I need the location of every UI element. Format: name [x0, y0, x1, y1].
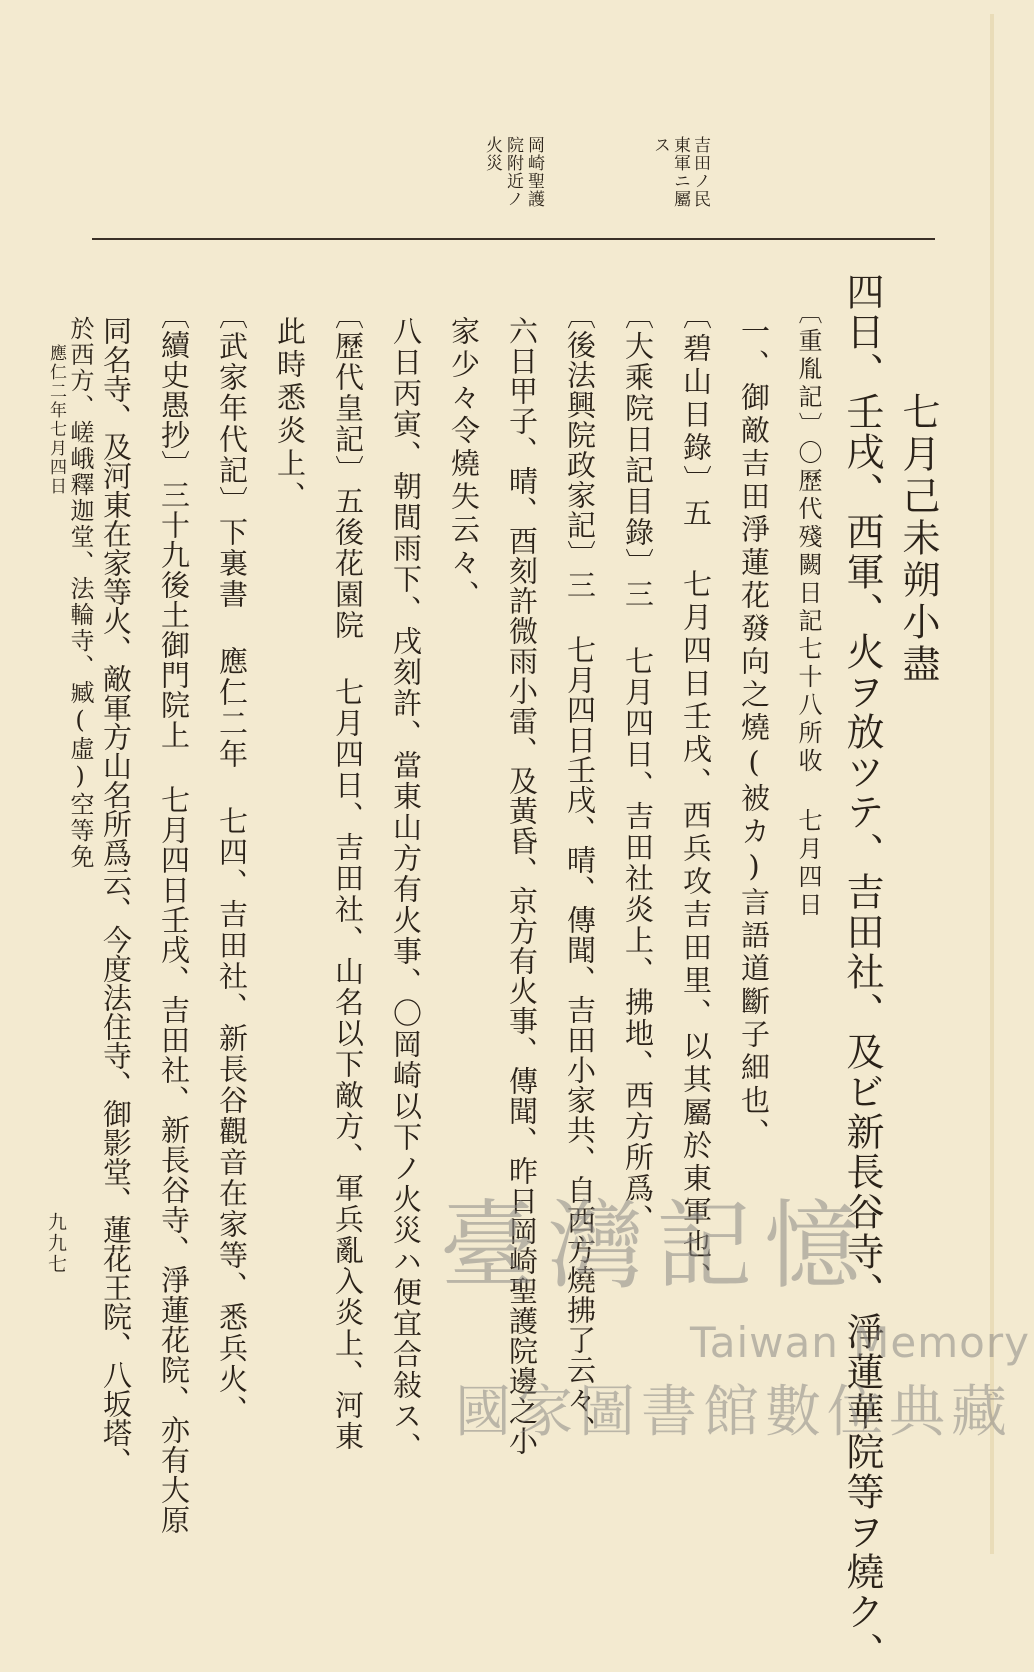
margin-headnote: 院附近ノ: [503, 136, 523, 208]
text-line: 六日甲子、晴、酉刻許微雨小雷、及黃昏、京方有火事、傳聞、昨日岡崎聖護院邊之小: [505, 316, 539, 1456]
text-line: 於西方、嵯峨釋迦堂、法輪寺、臧(虛)空等免: [66, 316, 94, 870]
text-line: 家少々令燒失云々、: [447, 316, 481, 613]
margin-headnote: 吉田ノ民: [690, 136, 710, 208]
page-number: 九九七: [45, 1212, 67, 1275]
margin-headnote: 岡崎聖護: [524, 136, 544, 208]
text-line: 一、御敵吉田淨蓮花發向之燒(被カ)言語道斷子細也、: [737, 316, 771, 1151]
source-line: 〔武家年代記〕下裏書 應仁二年 七四、吉田社、新長谷觀音在家等、悉兵火、: [215, 300, 249, 1426]
source-line: 〔歷代皇記〕五後花園院 七月四日、吉田社、山名以下敵方、軍兵亂入炎上、河東: [331, 300, 365, 1452]
text-line: 八日丙寅、朝間雨下、戌刻許、當東山方有火事、〇岡崎以下ノ火災ハ便宜合敍ス、: [389, 316, 423, 1463]
source-line: 〔續史愚抄〕三十九後土御門院上 七月四日壬戌、吉田社、新長谷寺、淨蓮花院、亦有大原: [157, 300, 191, 1535]
text-line: 此時悉炎上、: [273, 316, 307, 514]
margin-headnote: 東軍ニ屬: [670, 136, 690, 208]
watermark-logo: 臺灣記憶: [440, 1190, 872, 1302]
margin-headnote: 火災: [482, 136, 502, 172]
watermark-subtitle: 國家圖書館數位典藏: [455, 1380, 1013, 1445]
month-heading: 七月己未朔小盡: [896, 392, 940, 686]
text-line: 同名寺、及河東在家等火、敵軍方山名所爲云、今度法住寺、御影堂、蓮花王院、八坂塔、: [99, 316, 133, 1476]
source-line: 〔重胤記〕〇歷代殘闕日記七十八所收 七月四日: [794, 300, 822, 920]
margin-headnote: ス: [650, 136, 670, 154]
source-line: 〔後法興院政家記〕三 七月四日壬戌、晴、傳聞、吉田小家共、自西方燒拂了云々、: [563, 300, 597, 1445]
source-line: 〔碧山日錄〕五 七月四日壬戌、西兵攻吉田里、以其屬於東軍也、: [679, 300, 713, 1295]
entry-summary: 四日、壬戌、西軍、火ヲ放ツテ、吉田社、及ビ新長谷寺、淨蓮華院等ヲ燒ク、: [840, 272, 884, 1672]
watermark-english: Taiwan Memory: [690, 1318, 1030, 1367]
running-title: 應仁二年七月四日: [46, 344, 66, 496]
header-rule: [92, 238, 935, 240]
source-line: 〔大乘院日記目錄〕三 七月四日、吉田社炎上、拂地、西方所爲、: [621, 300, 655, 1235]
